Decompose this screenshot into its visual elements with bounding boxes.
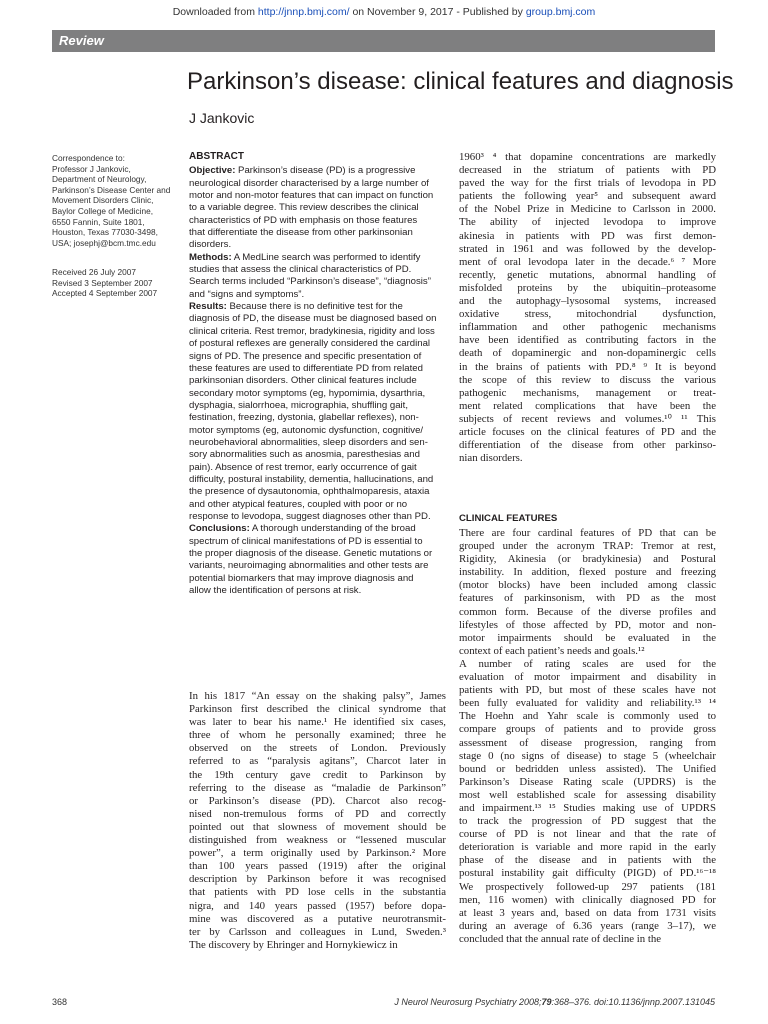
section-banner (52, 30, 715, 52)
abstract-conclusions-label: Conclusions: (189, 523, 250, 535)
abstract-results-line: difficulty, postural instability, dementia, hallucinations, and (189, 473, 434, 485)
clinical-features-heading: CLINICAL FEATURES (459, 513, 558, 524)
clinical-line: to track the progression of PD suggest that the (459, 815, 716, 828)
abstract-results-line: secondary motor symptoms (eg, hypomimia, dysarthria, (189, 387, 426, 399)
intro-line: power”, a term originally used by Parkinson.² More (189, 847, 446, 860)
abstract-conclusions-line: allow the identification of persons at risk. (189, 585, 362, 597)
abstract-results-line: neurobehavioral abnormalities, sleep disorders and sen- (189, 436, 428, 448)
body-line: death of dopaminergic and non-dopaminergic cells (459, 347, 716, 360)
clinical-line: features of parkinsonism, with PD as the most (459, 592, 716, 605)
clinical-line: stage 0 (no signs of disease) to stage 5 (wheelchair (459, 749, 716, 762)
abstract-methods-line (189, 252, 442, 264)
body-line: recently, genetic mutations, abnormal handling of (459, 268, 716, 281)
abstract-methods-line: and “signs and symptoms”. (189, 288, 305, 300)
article-author: J Jankovic (189, 110, 255, 126)
clinical-line: motor impairments should be evaluated in the (459, 631, 716, 644)
body-line: nian disorders. (459, 452, 523, 465)
body-line: The ability of injected levodopa to improve (459, 216, 716, 229)
clinical-line: lifestyles of those affected by PD, motor and non- (459, 618, 716, 631)
body-line: article focuses on the clinical features of PD and the (459, 425, 716, 438)
abstract-results-line (189, 301, 442, 313)
abstract-results-line: of postural reflexes are generally considered the cardinal (189, 338, 431, 350)
abstract-results-line: signs of PD. The presence and specific presentation of (189, 350, 422, 362)
abstract-methods-line: Search terms included “Parkinson’s disease”, “diagnosis” (189, 276, 431, 288)
intro-paragraph (189, 690, 446, 952)
article-title: Parkinson’s disease: clinical features and diagnosis (187, 68, 734, 95)
body-line: decreased in the striatum of patients with PD (459, 164, 716, 177)
page-number: 368 (52, 997, 68, 1007)
clinical-line: compare groups of patients and to provide gross (459, 723, 716, 736)
abstract-results-line: motor symptoms (eg, autonomic dysfunction, cognitive/ (189, 424, 424, 436)
body-line: misfolded proteins by the ubiquitin–proteasome (459, 281, 716, 294)
date-line: Revised 3 September 2007 (52, 277, 153, 288)
clinical-line: been fully evaluated for validity and reliability.¹³ ¹⁴ (459, 697, 716, 710)
body-line: differentiation of the disease from other parkinso- (459, 439, 716, 452)
abstract-heading: ABSTRACT (189, 151, 244, 162)
body-line: patients the following year⁵ and subsequent award (459, 190, 716, 203)
abstract (189, 151, 442, 597)
article-dates (52, 267, 178, 299)
clinical-line: course of PD is not linear and that the rate of (459, 828, 716, 841)
correspondence-line: Parkinson’s Disease Center and (52, 184, 171, 195)
clinical-line: instability. In addition, flexed posture and freezing (459, 566, 716, 579)
clinical-line: grouped under the acronym TRAP: Tremor at rest, (459, 540, 716, 553)
abstract-results-label: Results: (189, 301, 227, 313)
clinical-line: phase of the disease and in patients with the (459, 854, 716, 867)
abstract-objective-line: to a variable degree. This review describes the clinical (189, 202, 419, 214)
abstract-results-line: response to levodopa, suggest diagnoses other than PD. (189, 510, 431, 522)
intro-line: referring to the disease as “maladie de Parkinson” (189, 781, 446, 794)
abstract-results-line: festination, freezing, dystonia, glabellar reflexes), non- (189, 412, 419, 424)
clinical-line: patients with PD, but most of these scales have not (459, 684, 716, 697)
clinical-line: and impairment.¹³ ¹⁵ Studies making use of UPDRS (459, 801, 716, 814)
date-line: Accepted 4 September 2007 (52, 288, 158, 299)
intro-continued (459, 151, 716, 465)
abstract-objective-line: that differentiate the disease from other parkinsonian (189, 227, 413, 239)
journal-url-link[interactable]: http://jnnp.bmj.com/ (257, 6, 350, 18)
abstract-results-line: sory abnormalities such as anosmia, paresthesias and (189, 449, 420, 461)
intro-line: Parkinson first described the clinical syndrome that (189, 703, 446, 716)
abstract-body (189, 165, 442, 597)
body-line: of the Nobel Prize in Medicine to Carlsson in 2000. (459, 203, 716, 216)
clinical-line: Rigidity, Akinesia (or bradykinesia) and Postural (459, 553, 716, 566)
abstract-conclusions-line: the proper diagnosis of the disease. Genetic mutations or (189, 548, 433, 559)
intro-line: ter by Carlsson and colleagues in Lund, Sweden.³ (189, 925, 446, 938)
intro-line: mine was discovered as a putative neurotransmit- (189, 912, 446, 925)
correspondence-line: Movement Disorders Clinic, (52, 195, 154, 206)
intro-line: referred to as “paralysis agitans”, Charcot later in (189, 755, 446, 768)
intro-line: observed on the streets of London. Previously (189, 742, 446, 755)
clinical-line: context of each patient’s needs and goals.¹² (459, 644, 645, 657)
clinical-line: deterioration is variable and more rapid in the early (459, 841, 716, 854)
body-line: in the brains of patients with PD.⁸ ⁹ It is beyond (459, 360, 716, 373)
abstract-results-line: the presence of dysautonomia, ophthalmoparesis, ataxia (189, 486, 430, 498)
body-line: ment of oral levodopa later in the decade.⁶ ⁷ More (459, 255, 716, 268)
body-line: have been identified as contributing factors in the (459, 334, 716, 347)
journal-volume: 79 (541, 997, 552, 1007)
intro-line: description by Parkinson before it was recognised (189, 873, 446, 886)
clinical-line: (motor blocks) have been included among classic (459, 579, 716, 592)
clinical-line: There are four cardinal features of PD that can be (459, 527, 716, 539)
clinical-line: assessment of disease progression, ranging from (459, 736, 716, 749)
abstract-conclusions-text: A thorough understanding of the broad (249, 523, 416, 535)
body-line: the scope of this review to discuss the various (459, 373, 716, 386)
abstract-methods-label: Methods: (189, 251, 232, 263)
journal-pages-doi: :368–376. doi:10.1136/jnnp.2007.131045 (551, 997, 715, 1007)
clinical-line: common form. Because of the diverse profiles and (459, 605, 716, 618)
section-label: Review (59, 33, 104, 48)
correspondence-line: Correspondence to: (52, 153, 125, 163)
abstract-methods-line: studies that assess the clinical characteristics of PD. (189, 264, 412, 276)
body-line: oxidative stress, mitochondrial dysfunction, (459, 308, 716, 321)
body-line: inflammation and other pathogenic mechanisms (459, 321, 716, 334)
intro-line: In his 1817 “An essay on the shaking palsy”, James (189, 690, 446, 702)
clinical-line: The Hoehn and Yahr scale is commonly used to (459, 710, 716, 723)
body-line: subjects of recent reviews and volumes.¹⁰ ¹¹ This (459, 412, 716, 425)
intro-line: nigra, and 140 years passed (1957) before dopa- (189, 899, 446, 912)
body-line: 1960³ ⁴ that dopamine concentrations are markedly (459, 151, 716, 163)
intro-line: distinguished from weakness or “lessened muscular (189, 834, 446, 847)
intro-line: the 19th century gave credit to Parkinson by (189, 768, 446, 781)
abstract-objective-line: characteristics of PD with emphasis on those features (189, 214, 418, 226)
abstract-objective-line: motor and non-motor features that can impact on function (189, 190, 434, 202)
clinical-line: most well established scale for assessing disability (459, 788, 716, 801)
abstract-results-text: Because there is no definitive test for the (226, 301, 403, 313)
body-line: akinesia in patients with PD was first demon- (459, 229, 716, 242)
abstract-conclusions-line: spectrum of clinical manifestations of PD is essential to (189, 535, 423, 547)
intro-line: was later to bear his name.¹ He identified six cases, (189, 716, 446, 729)
abstract-objective-line (189, 165, 442, 177)
abstract-conclusions-line: variants, neuroimaging abnormalities and other tests are (189, 560, 429, 572)
intro-line: The discovery by Ehringer and Hornykiewicz in (189, 938, 398, 951)
clinical-line: at least 3 years and, based on data from 1731 visits (459, 906, 716, 919)
body-line: and the autophagy–lysosomal systems, increased (459, 295, 716, 308)
abstract-results-line: pain). Absence of rest tremor, early occurrence of gait (189, 461, 417, 473)
correspondence-line: Baylor College of Medicine, (52, 205, 153, 216)
correspondence-line: Department of Neurology, (52, 174, 147, 185)
abstract-conclusions-line: potential biomarkers that may improve diagnosis and (189, 572, 414, 584)
clinical-line: A number of rating scales are used for the (459, 657, 716, 670)
intro-line: nised non-tremulous forms of PD and correctly (189, 807, 446, 820)
body-line: ment related complications that have been the (459, 399, 716, 412)
clinical-line: Parkinson’s Disease Rating scale (UPDRS) is the (459, 775, 716, 788)
correspondence-line: 6550 Fannin, Suite 1801, (52, 216, 145, 227)
clinical-line: postural instability gait difficulty (PIGD) of PD.¹⁶⁻¹⁸ (459, 867, 716, 880)
clinical-line: during an average of 6.36 years (range 3–17), we (459, 919, 716, 932)
correspondence-line: Professor J Jankovic, (52, 163, 131, 174)
intro-line: than 100 years passed (1919) after the original (189, 860, 446, 873)
abstract-methods-text: A MedLine search was performed to identify (231, 251, 421, 263)
correspondence-line: USA; josephj@bcm.tmc.edu (52, 237, 156, 248)
clinical-line: bound or bedridden unless assisted). The Unified (459, 762, 716, 775)
abstract-results-line: parkinsonian disorders. Other clinical features include (189, 375, 417, 387)
intro-line: that patients with PD lose cells in the substantia (189, 886, 446, 899)
clinical-line: concluded that the annual rate of decline in the (459, 932, 662, 945)
abstract-results-line: diagnosis of PD, the disease must be diagnosed based on (189, 313, 437, 325)
abstract-objective-text: Parkinson’s disease (PD) is a progressive (235, 165, 416, 177)
abstract-objective-line: disorders. (189, 239, 232, 251)
clinical-line: evaluation of motor impairment and disability in (459, 671, 716, 684)
abstract-results-line: and other atypical features, coupled with poor or no (189, 498, 408, 510)
body-line: paved the way for the first trials of levodopa in PD (459, 177, 716, 190)
download-prefix: Downloaded from (172, 6, 258, 18)
abstract-results-line: these features are used to differentiate PD from related (189, 362, 423, 374)
download-notice (0, 6, 768, 18)
clinical-line: men, 116 women) with clinically diagnosed PD for (459, 893, 716, 906)
abstract-objective-line: neurological disorder characterised by a large number of (189, 177, 429, 189)
abstract-conclusions-line (189, 523, 442, 535)
citation-footer (394, 997, 715, 1007)
body-line: pathogenic mechanisms, management or treat- (459, 386, 716, 399)
clinical-features-text (459, 527, 716, 946)
publisher-link[interactable]: group.bmj.com (525, 6, 596, 18)
intro-line: three of whom he personally examined; three he (189, 729, 446, 742)
abstract-results-line: clinical criteria. Rest tremor, bradykinesia, rigidity and loss (189, 325, 435, 337)
correspondence-block (52, 153, 178, 248)
download-mid: on November 9, 2017 - Published by (349, 6, 526, 18)
journal-name: J Neurol Neurosurg Psychiatry (394, 997, 517, 1007)
intro-line: or Parkinson’s disease (PD). Charcot also recog- (189, 794, 446, 807)
abstract-objective-label: Objective: (189, 165, 236, 177)
clinical-line: We prospectively followed-up 297 patients (181 (459, 880, 716, 893)
abstract-results-line: dysphagia, sialorrhoea, micrographia, shuffling gait, (189, 399, 409, 411)
body-line: strated in 1961 and was followed by the develop- (459, 242, 716, 255)
correspondence-line: Houston, Texas 77030-3498, (52, 227, 158, 238)
intro-line: pointed out that slowness of movement should be (189, 820, 446, 833)
journal-year: 2008; (516, 997, 542, 1007)
date-line: Received 26 July 2007 (52, 267, 136, 277)
